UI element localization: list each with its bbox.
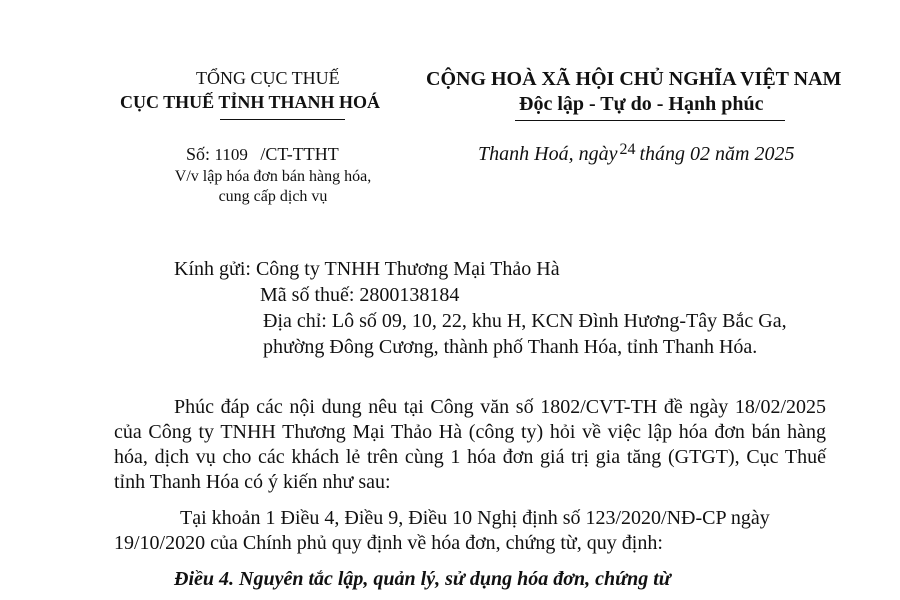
document-subject <box>148 167 398 207</box>
national-title: CỘNG HOÀ XÃ HỘI CHỦ NGHĨA VIỆT NAM <box>426 68 842 90</box>
place-date <box>478 143 794 166</box>
recipient-tax-code: Mã số thuế: 2800138184 <box>260 284 460 306</box>
subject-line-2: cung cấp dịch vụ <box>218 188 328 205</box>
article-heading: Điều 4. Nguyên tắc lập, quản lý, sử dụng hóa đơn, chứng từ <box>174 568 671 590</box>
place-date-prefix: Thanh Hoá, ngày <box>478 143 618 165</box>
document-number <box>186 144 339 165</box>
subject-line-1: V/v lập hóa đơn bán hàng hóa, <box>174 168 372 185</box>
body-paragraph-2: Tại khoản 1 Điều 4, Điều 9, Điều 10 Nghị định số 123/2020/NĐ-CP ngày 19/10/2020 của Chính phủ quy định về hóa đơn, chứng từ, quy định: <box>114 507 770 554</box>
national-motto: Độc lập - Tự do - Hạnh phúc <box>519 93 764 115</box>
document-number-suffix: /CT-TTHT <box>260 144 339 164</box>
issuing-agency-name: CỤC THUẾ TỈNH THANH HOÁ <box>120 92 381 112</box>
document-number-label: Số: <box>186 144 211 164</box>
body-paragraph-1: Phúc đáp các nội dung nêu tại Công văn số 1802/CVT-TH đề ngày 18/02/2025 của Công ty TNHH Thương Mại Thảo Hà (công ty) hỏi về việc lập hóa đơn bán hàng hóa, dịch vụ cho các khách lẻ trên cùng 1 hóa đơn giá trị gia tăng (GTGT), Cục Thuế tỉnh Thanh Hóa có ý kiến như sau: <box>114 396 826 493</box>
place-date-suffix: tháng 02 năm 2025 <box>639 143 795 165</box>
recipient-address-line-1: Địa chỉ: Lô số 09, 10, 22, khu H, KCN Đình Hương-Tây Bắc Ga, <box>263 310 787 332</box>
recipient-address-line-2: phường Đông Cương, thành phố Thanh Hóa, tỉnh Thanh Hóa. <box>263 336 758 358</box>
parent-agency-name: TỔNG CỤC THUẾ <box>196 68 340 88</box>
recipient-line: Kính gửi: Công ty TNHH Thương Mại Thảo Hà <box>174 258 560 280</box>
motto-underline-divider <box>515 120 785 121</box>
document-number-value: 1109 <box>214 145 248 164</box>
agency-underline-divider <box>220 119 345 120</box>
date-day: 24 <box>619 141 636 158</box>
